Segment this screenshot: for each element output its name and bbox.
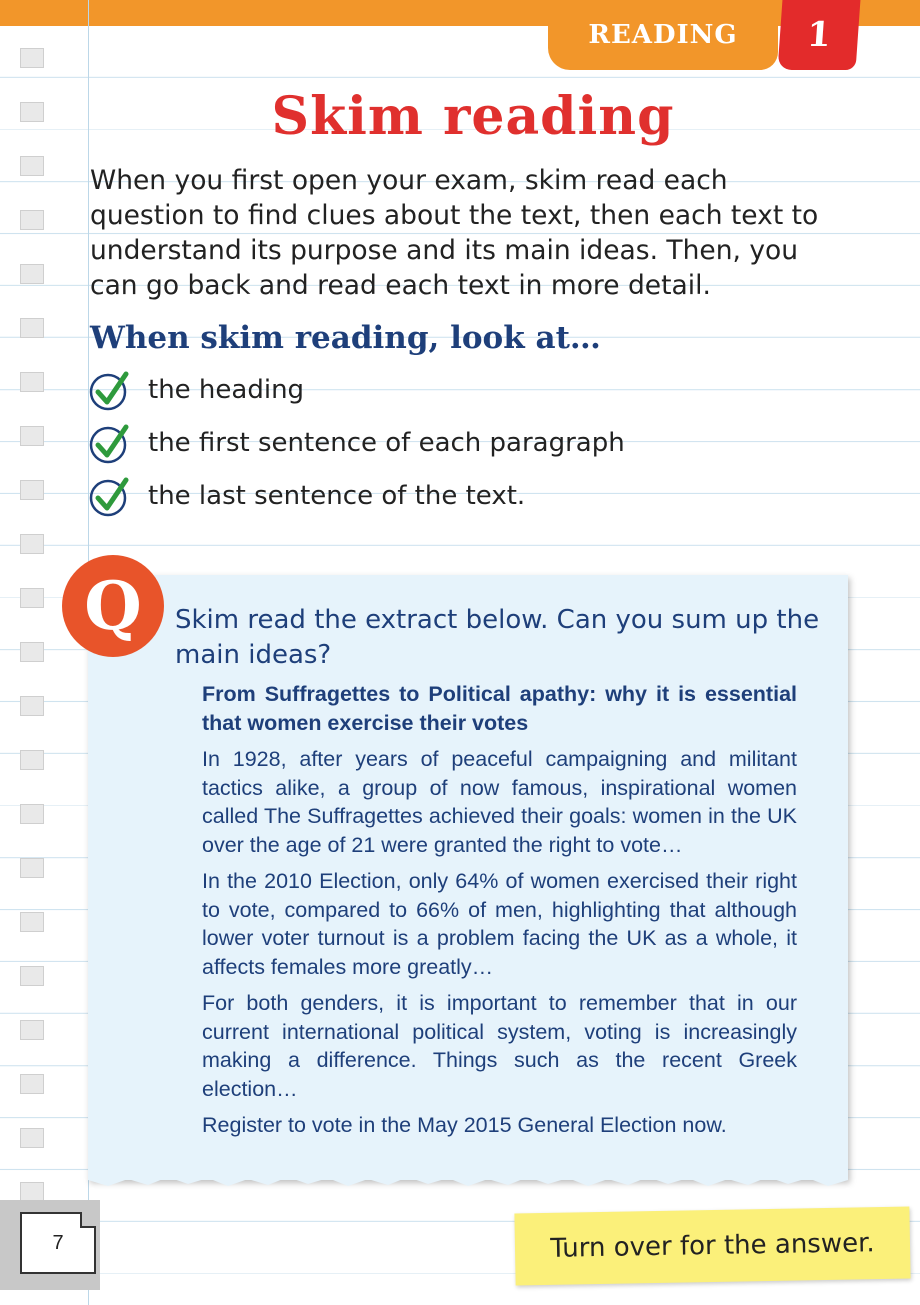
extract-paragraph: Register to vote in the May 2015 General Election now. [202,1113,727,1137]
binder-hole [20,642,44,662]
binder-hole [20,534,44,554]
binder-hole [20,804,44,824]
binder-hole [20,480,44,500]
section-tab [548,0,778,70]
binder-hole [20,372,44,392]
question-prompt: Skim read the extract below. Can you sum up the main ideas? [175,605,820,670]
binder-hole [20,588,44,608]
page-number: 7 [52,1231,64,1254]
section-label: READING [588,20,738,50]
page-number-block [0,1200,100,1290]
extract-paragraph: In 1928, after years of peaceful campaigning and militant tactics alike, a group of now famous, inspirational women called The Suffragettes achieved their goals: women in the UK over the age of 21 were granted the right to vote… [202,747,797,857]
checklist-text: the first sentence of each paragraph [148,427,625,458]
checklist-item [88,469,625,522]
intro-paragraph: When you first open your exam, skim read each question to find clues about the text, then each text to understand its purpose and its main ideas. Then, you can go back and read each text in more detail. [90,165,819,301]
checklist [88,363,625,522]
checkmark-icon [88,421,132,465]
binder-hole [20,696,44,716]
binder-holes [20,48,46,1290]
question-badge-letter: Q [84,567,142,645]
extract-paragraph: In the 2010 Election, only 64% of women exercised their right to vote, compared to 66% of men, highlighting that although lower voter turnout is a problem facing the UK as a whole, it affects females more greatly… [202,869,797,979]
sticky-note [514,1207,910,1286]
page-title: Skim reading [271,86,675,147]
binder-hole [20,858,44,878]
binder-hole [20,264,44,284]
checklist-text: the last sentence of the text. [148,480,526,511]
binder-hole [20,1128,44,1148]
torn-edge [88,1172,848,1188]
checklist-item [88,416,625,469]
subheading: When skim reading, look at… [90,320,601,356]
binder-hole [20,156,44,176]
binder-hole [20,426,44,446]
binder-hole [20,966,44,986]
checkmark-icon [88,368,132,412]
extract-title: From Suffragettes to Political apathy: why it is essential that women exercise their votes [202,682,797,735]
section-number: 1 [805,15,833,55]
binder-hole [20,48,44,68]
extract [202,680,797,1148]
binder-hole [20,1020,44,1040]
binder-hole [20,1182,44,1202]
checklist-item [88,363,625,416]
binder-hole [20,1074,44,1094]
binder-hole [20,750,44,770]
sticky-note-text: Turn over for the answer. [550,1228,875,1264]
binder-hole [20,912,44,932]
section-number-badge [778,0,861,70]
checklist-text: the heading [148,374,305,405]
binder-hole [20,318,44,338]
checkmark-icon [88,474,132,518]
extract-paragraph: For both genders, it is important to remember that in our current international political system, voting is increasingly making a difference. Things such as the recent Greek election… [202,991,797,1101]
question-badge-icon [62,555,164,657]
page-number-card [20,1212,96,1274]
binder-hole [20,210,44,230]
